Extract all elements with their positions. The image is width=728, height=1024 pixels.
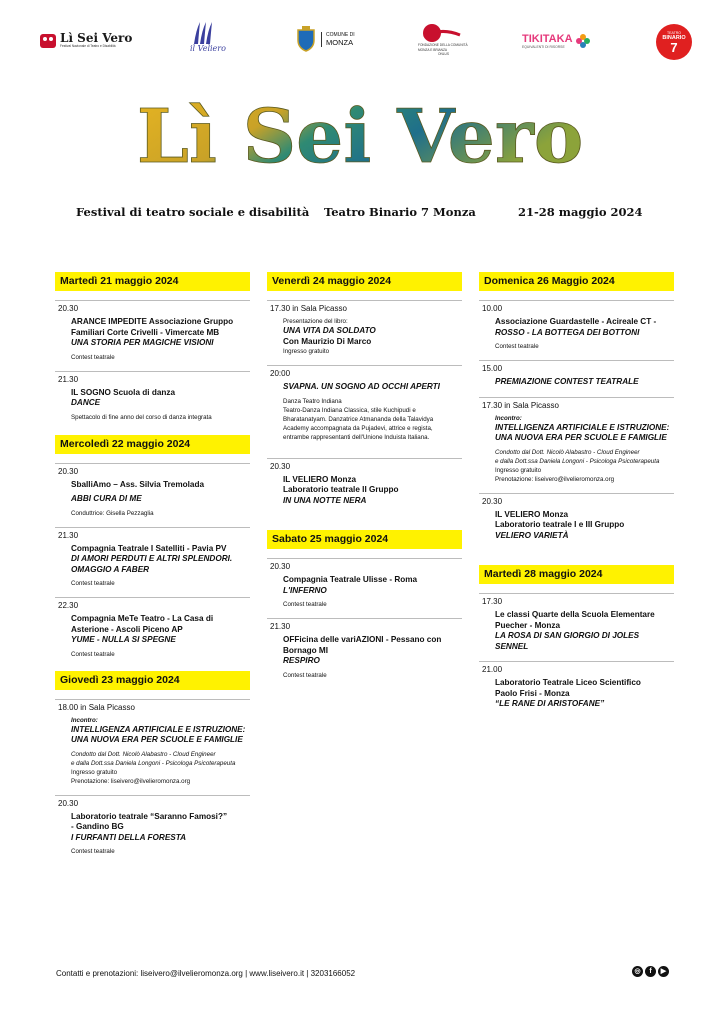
partner-logos <box>0 18 728 74</box>
event-card <box>267 558 462 609</box>
event-time: 17.30 in Sala Picasso <box>270 304 347 313</box>
event-note: Contest teatrale <box>71 353 115 361</box>
event-note: Contest teatrale <box>71 580 115 587</box>
event-note: Prenotazione: liseivero@ilvelieromonza.org <box>71 777 191 785</box>
event-title: UNA STORIA PER MAGICHE VISIONI <box>71 338 214 347</box>
event-company: Compagnia MeTe Teatro - La Casa di <box>71 614 214 623</box>
event-title: SENNEL <box>495 641 529 651</box>
day-header-21: Martedì 21 maggio 2024 <box>55 272 250 291</box>
tikitaka-sub: EQUIVALENTI DI RISORSE <box>522 44 565 49</box>
event-speaker: Condotto dal Dott. Nicolò Alabastro - Cloud Engineer <box>71 750 216 758</box>
event-note: Ingresso gratuito <box>495 466 542 474</box>
event-note: Contest teatrale <box>71 848 115 855</box>
instagram-icon[interactable]: ◎ <box>632 966 643 977</box>
fondazione-line2: MONZA E BRIANZA <box>418 47 448 52</box>
binario-name-label: BINARIO <box>662 34 686 41</box>
event-note: Academy accompagnata da Pujadevi, attrice e regista, <box>283 424 433 432</box>
event-card <box>267 300 462 356</box>
event-title: YUME - NULLA SI SPEGNE <box>71 635 176 644</box>
flower-icon <box>575 32 591 50</box>
event-card <box>55 463 250 518</box>
event-time: 21.30 <box>58 374 79 384</box>
social-links <box>632 966 669 977</box>
event-card <box>55 699 250 786</box>
event-card <box>479 661 674 710</box>
event-title: IN UNA NOTTE NERA <box>283 495 367 505</box>
dates-subtitle: 21-28 maggio 2024 <box>518 205 643 219</box>
event-title: I FURFANTI DELLA FORESTA <box>71 832 187 842</box>
event-card <box>479 593 674 652</box>
event-company: Compagnia Teatrale I Satelliti - Pavia PV <box>71 543 227 553</box>
day-header-24: Venerdì 24 maggio 2024 <box>267 272 462 291</box>
event-title: ABBI CURA DI ME <box>71 494 142 503</box>
sail-icon <box>190 20 218 46</box>
event-company: Con Maurizio Di Marco <box>283 336 372 346</box>
event-card <box>479 493 674 542</box>
event-time: 17.30 in Sala Picasso <box>482 400 559 410</box>
event-company: Laboratorio teatrale II Gruppo <box>283 485 399 494</box>
event-company: Laboratorio Teatrale Liceo Scientifico <box>495 678 641 687</box>
event-card <box>55 795 250 857</box>
comune-city: MONZA <box>326 37 354 47</box>
event-intro: Incontro: <box>495 414 522 422</box>
event-company: Asterione - Ascoli Piceno AP <box>71 624 183 634</box>
event-time: 20.30 <box>58 466 79 476</box>
event-time: 20.30 <box>482 496 503 506</box>
event-card <box>479 300 674 351</box>
lisevero-logo-name: Lì Sei Vero <box>60 31 133 45</box>
event-company: Associazione Guardastelle - Acireale CT - <box>495 317 657 326</box>
day-header-25: Sabato 25 maggio 2024 <box>267 530 462 549</box>
facebook-icon[interactable]: f <box>645 966 656 977</box>
event-note: Ingresso gratuito <box>283 348 330 355</box>
event-title: VELIERO VARIETÀ <box>495 530 569 540</box>
event-card <box>267 618 462 680</box>
comune-label: COMUNE DI <box>326 31 355 38</box>
tikitaka-logo <box>522 32 591 50</box>
event-company: SballiAmo – Ass. Silvia Tremolada <box>71 479 205 489</box>
event-company: Familiari Corte Crivelli - Vimercate MB <box>71 327 220 337</box>
event-card <box>479 397 674 484</box>
event-card <box>55 300 250 362</box>
event-title: L'INFERNO <box>283 585 327 595</box>
event-time: 20:00 <box>270 369 291 378</box>
binario-teatro-label: TEATRO <box>667 30 681 35</box>
event-note: Contest teatrale <box>71 650 115 658</box>
event-company: Compagnia Teatrale Ulisse - Roma <box>283 575 418 584</box>
day-header-23: Giovedì 23 maggio 2024 <box>55 671 250 690</box>
event-title: INTELLIGENZA ARTIFICIALE E ISTRUZIONE: <box>71 724 246 734</box>
day-header-26: Domenica 26 Maggio 2024 <box>479 272 674 291</box>
event-company: Laboratorio teatrale “Saranno Famosi?” <box>71 811 228 821</box>
event-title: ROSSO - LA BOTTEGA DEI BOTTONI <box>495 327 640 337</box>
event-time: 20.30 <box>58 798 79 808</box>
event-card <box>55 597 250 659</box>
lisevero-logo <box>40 32 132 49</box>
fondazione-line3: ONLUS <box>438 52 449 56</box>
event-title: PREMIAZIONE CONTEST TEATRALE <box>495 377 639 386</box>
event-note: Teatro-Danza Indiana Classica, stile Kuchipudi e <box>283 406 416 414</box>
event-note: entrambe rappresentanti dell'Unione Induista Italiana. <box>283 433 430 441</box>
event-company: Paolo Frisi - Monza <box>495 688 570 698</box>
event-note: Presentazione del libro: <box>283 318 348 325</box>
event-time: 20.30 <box>58 304 79 313</box>
event-note: Contest teatrale <box>283 671 327 679</box>
fondazione-logo <box>418 23 468 57</box>
event-company: Le classi Quarte della Scuola Elementare <box>495 610 655 619</box>
tikitaka-name: TIKITAKA <box>522 32 573 45</box>
event-speaker: e dalla Dott.ssa Daniela Longoni - Psicologa Psicoterapeuta <box>495 457 660 465</box>
festival-title-text: Lì Sei Vero <box>136 94 584 180</box>
veliero-logo <box>190 20 226 53</box>
subtitle-row <box>0 205 728 225</box>
event-title: OMAGGIO A FABER <box>71 564 150 574</box>
event-title: DANCE <box>71 398 101 407</box>
schedule-column-3 <box>479 272 674 710</box>
comune-monza-logo <box>296 26 355 52</box>
event-time: 22.30 <box>58 601 79 610</box>
event-note: Bharatanatyam. Danzatrice Atmananda della Talavidya <box>283 415 434 423</box>
event-card <box>55 371 250 422</box>
event-time: 15.00 <box>482 364 503 373</box>
event-card <box>55 527 250 589</box>
event-time: 10.00 <box>482 304 503 313</box>
event-company: - Gandino BG <box>71 822 124 831</box>
fondazione-mark-icon <box>418 23 462 43</box>
event-note: Contest teatrale <box>495 343 539 350</box>
day-header-22: Mercoledì 22 maggio 2024 <box>55 435 250 454</box>
day-header-28: Martedì 28 maggio 2024 <box>479 565 674 584</box>
coat-of-arms-icon <box>296 26 316 52</box>
event-time: 18.00 in Sala Picasso <box>58 702 135 712</box>
event-time: 21.30 <box>58 530 79 540</box>
fondazione-line1: FONDAZIONE DELLA COMUNITÀ <box>418 43 468 47</box>
youtube-icon[interactable]: ▶ <box>658 966 669 977</box>
event-card <box>479 360 674 388</box>
event-time: 17.30 <box>482 597 503 606</box>
schedule-column-1 <box>55 272 250 856</box>
lisevero-logo-sub: Festival Nazionale di Teatro e Disabilità <box>60 44 116 48</box>
footer-contacts[interactable]: Contatti e prenotazioni: liseivero@ilvelieromonza.org | www.liseivero.it | 3203166052 <box>56 969 356 978</box>
festival-subtitle: Festival di teatro sociale e disabilità <box>76 205 310 219</box>
event-note: Spettacolo di fine anno del corso di danza integrata <box>71 413 212 421</box>
theatre-masks-icon <box>40 34 56 48</box>
event-title: DI AMORI PERDUTI E ALTRI SPLENDORI. <box>71 554 233 563</box>
event-note: Prenotazione: liseivero@ilvelieromonza.org <box>495 475 615 483</box>
event-note: Danza Teatro Indiana <box>283 397 342 405</box>
event-time: 20.30 <box>270 461 291 471</box>
event-intro: Incontro: <box>71 716 98 724</box>
event-company: OFFicina delle variAZIONI - Pessano con <box>283 635 442 644</box>
event-speaker: Condotto dal Dott. Nicolò Alabastro - Cloud Engineer <box>495 448 640 456</box>
event-title: INTELLIGENZA ARTIFICIALE E ISTRUZIONE: <box>495 422 670 432</box>
event-title: UNA VITA DA SOLDATO <box>283 326 376 335</box>
event-time: 20.30 <box>270 562 291 571</box>
event-speaker: e dalla Dott.ssa Daniela Longoni - Psicologa Psicoterapeuta <box>71 759 236 767</box>
event-company: ARANCE IMPEDITE Associazione Gruppo <box>71 317 234 326</box>
binario-number-label: 7 <box>670 39 678 55</box>
veliero-logo-name: il Veliero <box>190 44 226 53</box>
venue-subtitle: Teatro Binario 7 Monza <box>324 205 476 219</box>
event-note: Ingresso gratuito <box>71 768 118 776</box>
event-company: Puecher - Monza <box>495 620 561 630</box>
teatro-binario-7-logo <box>656 24 692 60</box>
event-title: SVAPNA. UN SOGNO AD OCCHI APERTI <box>283 382 440 391</box>
event-card <box>267 458 462 507</box>
event-time: 21.00 <box>482 665 503 674</box>
event-title: LA ROSA DI SAN GIORGIO DI JOLES <box>495 631 640 640</box>
event-title: UNA NUOVA ERA PER SCUOLE E FAMIGLIE <box>495 433 667 442</box>
event-note: Contest teatrale <box>283 601 327 608</box>
event-note: Conduttrice: Gisella Pezzaglia <box>71 509 154 517</box>
event-title: RESPIRO <box>283 656 320 665</box>
event-title: UNA NUOVA ERA PER SCUOLE E FAMIGLIE <box>71 735 243 744</box>
event-time: 21.30 <box>270 622 291 631</box>
event-company: IL VELIERO Monza <box>495 509 569 519</box>
event-company: Laboratorio teatrale I e III Gruppo <box>495 520 625 529</box>
event-title: “LE RANE DI ARISTOFANE” <box>495 699 605 708</box>
schedule-column-2 <box>267 272 462 680</box>
event-company: IL SOGNO Scuola di danza <box>71 387 176 397</box>
event-card <box>267 365 462 442</box>
festival-title <box>136 84 584 184</box>
event-company: Bornago MI <box>283 645 329 655</box>
event-company: IL VELIERO Monza <box>283 474 357 484</box>
